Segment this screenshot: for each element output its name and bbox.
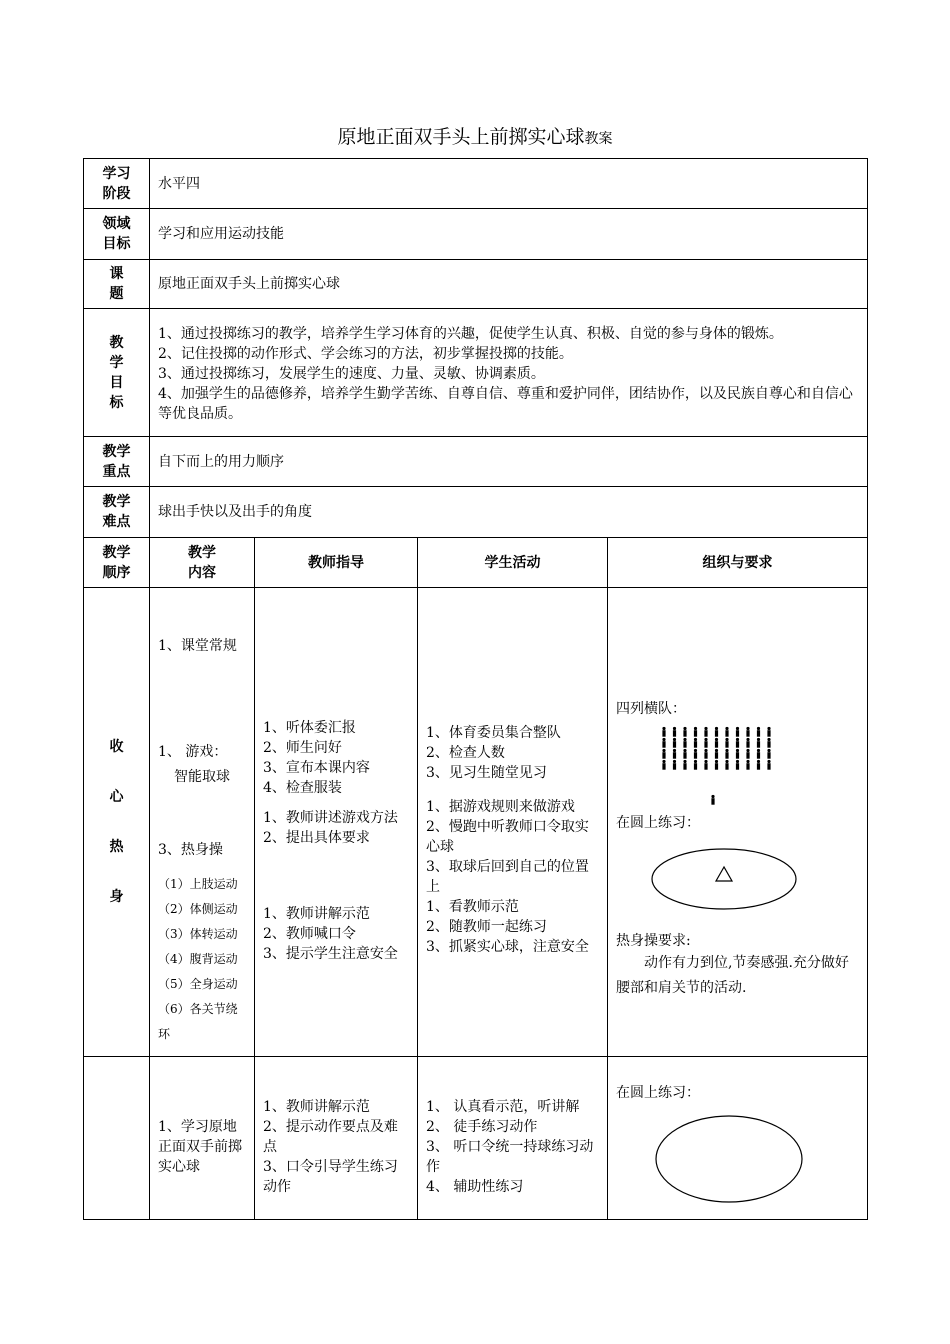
student-figure-icon — [715, 738, 718, 748]
exercise-item: （4）腹背运动 — [158, 951, 238, 966]
page-title — [0, 122, 950, 149]
student-figure-icon — [673, 738, 676, 748]
objective-3: 3、通过投掷练习，发展学生的速度、力量、灵敏、协调素质。 — [158, 365, 545, 382]
row-main-part — [84, 1057, 868, 1220]
warmup-student: 1、体育委员集合整队 2、检查人数 3、见习生随堂见习 1、据游戏规则来做游戏 2、慢跑中听教师口令取实心球 3、取球后回到自己的位置上 1、看教师示范 2、随教师一起练习 3、抓紧实心球，注意安全 — [418, 588, 608, 1057]
content-game-name: 智能取球 — [174, 768, 230, 785]
student-figure-icon — [736, 749, 739, 759]
objective-4: 4、加强学生的品德修养，培养学生勤学苦练、自尊自信、尊重和爱护同伴，团结协作，以及民族自尊心和自信心等优良品质。 — [158, 385, 853, 422]
circle-diagram — [616, 837, 856, 921]
warmup-org — [608, 588, 868, 1057]
value-key-point: 自下而上的用力顺序 — [150, 437, 868, 487]
header-teacher: 教师指导 — [255, 538, 418, 588]
warmup-order: 收 心 热 身 — [84, 588, 150, 1057]
value-objectives — [150, 309, 868, 437]
content-routine: 1、课堂常规 — [158, 637, 237, 654]
student-figure-icon — [767, 760, 770, 770]
content-game: 1、 游戏： — [158, 743, 228, 760]
student-figure-icon — [694, 738, 697, 748]
main-content: 1、学习原地正面双手前掷实心球 — [150, 1057, 255, 1220]
student-figure-icon — [662, 727, 665, 737]
student-figure-icon — [757, 760, 760, 770]
student-figure-icon — [704, 760, 707, 770]
student-figure-icon — [711, 795, 714, 805]
student-figure-icon — [746, 749, 749, 759]
student-figure-icon — [704, 738, 707, 748]
student-figure-icon — [757, 727, 760, 737]
main-teacher: 1、教师讲解示范 2、提示动作要点及难点 3、口令引导学生练习动作 — [255, 1057, 418, 1220]
lesson-plan-table — [83, 158, 868, 1220]
student-figure-icon — [715, 749, 718, 759]
exercise-item: （2）体侧运动 — [158, 901, 238, 916]
label-key-point: 教学 重点 — [84, 437, 150, 487]
student-figure-icon — [683, 727, 686, 737]
student-figure-icon — [746, 727, 749, 737]
warmup-req-text: 动作有力到位,节奏感强.充分做好腰部和肩关节的活动. — [616, 955, 849, 996]
header-content: 教学 内容 — [150, 538, 255, 588]
student-figure-icon — [683, 760, 686, 770]
content-warmup-exercise: 3、热身操 — [158, 841, 223, 858]
student-figure-icon — [736, 727, 739, 737]
row-topic — [84, 260, 868, 309]
title-suffix: 教案 — [584, 131, 613, 147]
exercise-item: （3）体转运动 — [158, 926, 238, 941]
student-figure-icon — [746, 738, 749, 748]
exercise-item: （5）全身运动 — [158, 976, 238, 991]
row-objectives — [84, 309, 868, 437]
row-domain — [84, 209, 868, 260]
student-figure-icon — [694, 760, 697, 770]
student-figure-icon — [725, 738, 728, 748]
main-org — [608, 1057, 868, 1220]
student-figure-icon — [662, 749, 665, 759]
exercise-item: （6）各关节绕环 — [158, 1001, 238, 1041]
main-circle-diagram — [616, 1107, 856, 1207]
exercise-item: （1）上肢运动 — [158, 876, 238, 891]
row-warmup — [84, 588, 868, 1057]
label-objectives: 教 学 目 标 — [84, 309, 150, 437]
student-figure-icon — [715, 727, 718, 737]
student-figure-icon — [673, 760, 676, 770]
circle-practice-label: 在圆上练习： — [616, 815, 700, 831]
label-difficulty: 教学 难点 — [84, 487, 150, 538]
student-figure-icon — [736, 738, 739, 748]
student-figure-icon — [736, 760, 739, 770]
row-column-headers — [84, 538, 868, 588]
label-stage: 学习 阶段 — [84, 159, 150, 209]
student-figure-icon — [767, 727, 770, 737]
label-topic: 课 题 — [84, 260, 150, 309]
student-figure-icon — [725, 760, 728, 770]
main-order — [84, 1057, 150, 1220]
row-key-point — [84, 437, 868, 487]
formation-label: 四列横队： — [616, 701, 686, 717]
student-figure-icon — [746, 760, 749, 770]
student-figure-icon — [694, 727, 697, 737]
student-figure-icon — [673, 749, 676, 759]
student-figure-icon — [662, 760, 665, 770]
warmup-teacher: 1、听体委汇报 2、师生问好 3、宣布本课内容 4、检查服装 1、教师讲述游戏方法 2、提出具体要求 1、教师讲解示范 2、教师喊口令 3、提示学生注意安全 — [255, 588, 418, 1057]
student-figure-icon — [704, 749, 707, 759]
student-figure-icon — [683, 738, 686, 748]
student-figure-icon — [767, 749, 770, 759]
value-domain: 学习和应用运动技能 — [150, 209, 868, 260]
student-figure-icon — [767, 738, 770, 748]
warmup-req-label: 热身操要求: — [616, 933, 691, 949]
student-figure-icon — [757, 749, 760, 759]
teacher-triangle-icon — [716, 867, 732, 881]
value-topic: 原地正面双手头上前掷实心球 — [150, 260, 868, 309]
student-figure-icon — [704, 727, 707, 737]
student-figure-icon — [725, 727, 728, 737]
row-difficulty — [84, 487, 868, 538]
header-student: 学生活动 — [418, 538, 608, 588]
row-stage — [84, 159, 868, 209]
student-figure-icon — [725, 749, 728, 759]
main-student: 1、 认真看示范，听讲解 2、 徒手练习动作 3、 听口令统一持球练习动作 4、 辅助性练习 — [418, 1057, 608, 1220]
label-domain: 领域 目标 — [84, 209, 150, 260]
warmup-content — [150, 588, 255, 1057]
objective-1: 1、通过投掷练习的教学，培养学生学习体育的兴趣，促使学生认真、积极、自觉的参与身体的锻炼。 — [158, 325, 783, 342]
student-figure-icon — [662, 738, 665, 748]
value-stage: 水平四 — [150, 159, 868, 209]
header-order: 教学 顺序 — [84, 538, 150, 588]
student-figure-icon — [715, 760, 718, 770]
formation-diagram — [616, 723, 856, 809]
student-figure-icon — [694, 749, 697, 759]
title-main: 原地正面双手头上前掷实心球 — [337, 126, 585, 148]
student-figure-icon — [683, 749, 686, 759]
student-figure-icon — [757, 738, 760, 748]
value-difficulty: 球出手快以及出手的角度 — [150, 487, 868, 538]
student-figure-icon — [673, 727, 676, 737]
header-org: 组织与要求 — [608, 538, 868, 588]
main-circle-label: 在圆上练习： — [616, 1085, 700, 1101]
objective-2: 2、记住投掷的动作形式、学会练习的方法，初步掌握投掷的技能。 — [158, 345, 573, 362]
